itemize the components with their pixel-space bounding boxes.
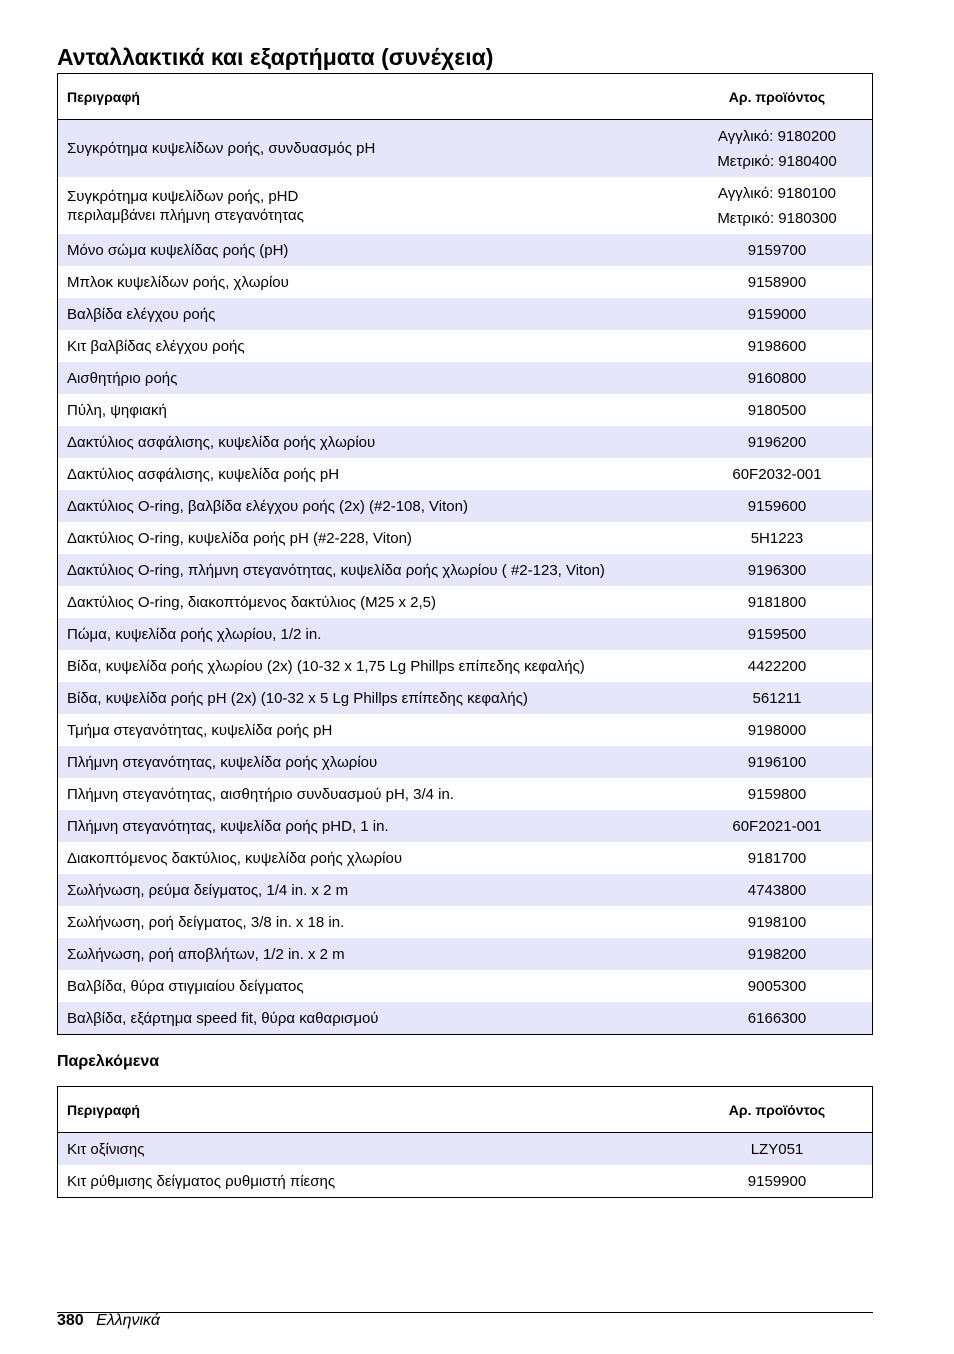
part-number bbox=[682, 554, 873, 586]
part-number bbox=[682, 650, 873, 682]
table-header-row bbox=[58, 1087, 873, 1133]
part-number bbox=[682, 458, 873, 490]
part-number-line: 561211 bbox=[752, 689, 802, 707]
part-number-line: 9181700 bbox=[747, 849, 807, 867]
column-header-description: Περιγραφή bbox=[58, 74, 683, 120]
part-number-line: 4743800 bbox=[747, 881, 807, 899]
part-number bbox=[682, 906, 873, 938]
part-number-line: 9180500 bbox=[747, 401, 807, 419]
part-number bbox=[682, 266, 873, 298]
part-number bbox=[682, 842, 873, 874]
part-description bbox=[58, 426, 683, 458]
part-number bbox=[682, 618, 873, 650]
part-description bbox=[58, 177, 683, 234]
part-description-line: Βαλβίδα, θύρα στιγμιαίου δείγματος bbox=[67, 977, 304, 995]
part-number bbox=[682, 1165, 873, 1198]
table-row bbox=[58, 810, 873, 842]
table-row bbox=[58, 1165, 873, 1198]
part-number-line: 9196200 bbox=[747, 433, 807, 451]
part-description bbox=[58, 970, 683, 1002]
column-header-part-number: Αρ. προϊόντος bbox=[682, 1087, 873, 1133]
part-description-line: Δακτύλιος O-ring, πλήμνη στεγανότητας, κυψελίδα ροής χλωρίου ( #2-123, Viton) bbox=[67, 561, 605, 579]
footer-divider bbox=[57, 1312, 873, 1313]
part-description bbox=[58, 522, 683, 554]
part-number-line: 9159800 bbox=[747, 785, 807, 803]
part-description-line: Πύλη, ψηφιακή bbox=[67, 401, 167, 419]
part-description bbox=[58, 490, 683, 522]
part-number bbox=[682, 1133, 873, 1166]
part-description-line: Δακτύλιος O-ring, κυψελίδα ροής pH (#2-228, Viton) bbox=[67, 529, 412, 547]
part-description bbox=[58, 1165, 683, 1198]
part-description-line: Πλήμνη στεγανότητας, κυψελίδα ροής pHD, 1 in. bbox=[67, 817, 389, 835]
part-description bbox=[58, 778, 683, 810]
part-number-line: 9158900 bbox=[747, 273, 807, 291]
table-row bbox=[58, 746, 873, 778]
part-number bbox=[682, 874, 873, 906]
accessories-table bbox=[57, 1086, 873, 1198]
table-row bbox=[58, 554, 873, 586]
part-number-line: 6166300 bbox=[747, 1009, 807, 1027]
table-row bbox=[58, 970, 873, 1002]
part-description bbox=[58, 682, 683, 714]
table-row bbox=[58, 266, 873, 298]
part-number-line: 60F2021-001 bbox=[732, 817, 822, 835]
part-number-line: 9196300 bbox=[747, 561, 807, 579]
part-description-line: Δακτύλιος ασφάλισης, κυψελίδα ροής χλωρίου bbox=[67, 433, 376, 451]
part-number bbox=[682, 426, 873, 458]
part-description-line: Μόνο σώμα κυψελίδας ροής (pH) bbox=[67, 241, 289, 259]
part-description bbox=[58, 842, 683, 874]
table-header-row bbox=[58, 74, 873, 120]
part-description bbox=[58, 714, 683, 746]
part-number-line: 9196100 bbox=[747, 753, 807, 771]
part-description bbox=[58, 810, 683, 842]
table-row bbox=[58, 394, 873, 426]
table-row bbox=[58, 426, 873, 458]
part-description bbox=[58, 618, 683, 650]
part-number bbox=[682, 120, 873, 178]
part-number-line: Μετρικό: 9180300 bbox=[717, 209, 837, 227]
part-description-line: Τμήμα στεγανότητας, κυψελίδα ροής pH bbox=[67, 721, 333, 739]
part-number-line: 60F2032-001 bbox=[732, 465, 822, 483]
part-description-line: Κιτ οξίνισης bbox=[67, 1140, 145, 1158]
table-row bbox=[58, 906, 873, 938]
part-number-line: 4422200 bbox=[747, 657, 807, 675]
table-row bbox=[58, 362, 873, 394]
part-number bbox=[682, 746, 873, 778]
table-row bbox=[58, 298, 873, 330]
page-title: Ανταλλακτικά και εξαρτήματα (συνέχεια) bbox=[57, 44, 494, 70]
part-description-line: Βαλβίδα ελέγχου ροής bbox=[67, 305, 216, 323]
part-description-line: Βαλβίδα, εξάρτημα speed fit, θύρα καθαρισμού bbox=[67, 1009, 379, 1027]
accessories-table-body bbox=[58, 1133, 873, 1198]
part-number-line: 9198600 bbox=[747, 337, 807, 355]
part-number bbox=[682, 490, 873, 522]
part-description-line: Κιτ ρύθμισης δείγματος ρυθμιστή πίεσης bbox=[67, 1172, 336, 1190]
part-number-line: 9198200 bbox=[747, 945, 807, 963]
part-description bbox=[58, 458, 683, 490]
part-number bbox=[682, 234, 873, 266]
part-number bbox=[682, 810, 873, 842]
part-description-line: Βίδα, κυψελίδα ροής χλωρίου (2x) (10-32 x 1,75 Lg Phillps επίπεδης κεφαλής) bbox=[67, 657, 585, 675]
table-row bbox=[58, 490, 873, 522]
part-number bbox=[682, 970, 873, 1002]
part-description-line: Πώμα, κυψελίδα ροής χλωρίου, 1/2 in. bbox=[67, 625, 322, 643]
part-description-line: Συγκρότημα κυψελίδων ροής, pHD bbox=[67, 187, 299, 205]
table-row bbox=[58, 778, 873, 810]
part-number bbox=[682, 682, 873, 714]
part-description-line: Σωλήνωση, ροή δείγματος, 3/8 in. x 18 in. bbox=[67, 913, 345, 931]
spare-parts-table-body bbox=[58, 120, 873, 1035]
part-description bbox=[58, 650, 683, 682]
part-description-line: Διακοπτόμενος δακτύλιος, κυψελίδα ροής χλωρίου bbox=[67, 849, 403, 867]
part-number-line: Αγγλικό: 9180100 bbox=[718, 184, 836, 202]
table-row bbox=[58, 522, 873, 554]
part-description-line: Πλήμνη στεγανότητας, αισθητήριο συνδυασμού pH, 3/4 in. bbox=[67, 785, 454, 803]
table-row bbox=[58, 458, 873, 490]
table-row bbox=[58, 120, 873, 178]
part-number-line: 9159000 bbox=[747, 305, 807, 323]
part-description bbox=[58, 298, 683, 330]
footer-language: Ελληνικά bbox=[96, 1312, 160, 1329]
part-description bbox=[58, 394, 683, 426]
part-number bbox=[682, 362, 873, 394]
part-description bbox=[58, 554, 683, 586]
part-number-line: 9181800 bbox=[747, 593, 807, 611]
part-number bbox=[682, 394, 873, 426]
table-row bbox=[58, 874, 873, 906]
spare-parts-table bbox=[57, 73, 873, 1035]
part-description-line: Κιτ βαλβίδας ελέγχου ροής bbox=[67, 337, 245, 355]
table-row bbox=[58, 682, 873, 714]
part-description-line: Βίδα, κυψελίδα ροής pH (2x) (10-32 x 5 Lg Phillps επίπεδης κεφαλής) bbox=[67, 689, 528, 707]
part-number-line: 9159600 bbox=[747, 497, 807, 515]
part-number bbox=[682, 586, 873, 618]
table-row bbox=[58, 938, 873, 970]
part-description bbox=[58, 938, 683, 970]
part-number-line: Μετρικό: 9180400 bbox=[717, 152, 837, 170]
part-description-line: Πλήμνη στεγανότητας, κυψελίδα ροής χλωρίου bbox=[67, 753, 378, 771]
table-row bbox=[58, 177, 873, 234]
page-footer bbox=[57, 1312, 160, 1330]
part-number bbox=[682, 330, 873, 362]
part-description-line: Δακτύλιος O-ring, διακοπτόμενος δακτύλιος (M25 x 2,5) bbox=[67, 593, 436, 611]
part-number bbox=[682, 298, 873, 330]
part-number bbox=[682, 177, 873, 234]
part-number-line: 9160800 bbox=[747, 369, 807, 387]
part-number bbox=[682, 778, 873, 810]
part-description-line: περιλαμβάνει πλήμνη στεγανότητας bbox=[67, 206, 304, 224]
table-row bbox=[58, 618, 873, 650]
column-header-part-number: Αρ. προϊόντος bbox=[682, 74, 873, 120]
part-description bbox=[58, 1133, 683, 1166]
page-number: 380 bbox=[57, 1312, 84, 1329]
table-row bbox=[58, 1002, 873, 1035]
part-description-line: Αισθητήριο ροής bbox=[67, 369, 178, 387]
part-description bbox=[58, 586, 683, 618]
part-number-line: LZY051 bbox=[750, 1140, 804, 1158]
part-description-line: Σωλήνωση, ρεύμα δείγματος, 1/4 in. x 2 m bbox=[67, 881, 349, 899]
part-number-line: 9159500 bbox=[747, 625, 807, 643]
part-description-line: Σωλήνωση, ροή αποβλήτων, 1/2 in. x 2 m bbox=[67, 945, 345, 963]
part-description-line: Μπλοκ κυψελίδων ροής, χλωρίου bbox=[67, 273, 289, 291]
table-row bbox=[58, 330, 873, 362]
part-number-line: 9198000 bbox=[747, 721, 807, 739]
part-number bbox=[682, 938, 873, 970]
table-row bbox=[58, 842, 873, 874]
part-number bbox=[682, 714, 873, 746]
part-number bbox=[682, 1002, 873, 1035]
part-number-line: 9198100 bbox=[747, 913, 807, 931]
part-number-line: 9005300 bbox=[747, 977, 807, 995]
column-header-description: Περιγραφή bbox=[58, 1087, 683, 1133]
accessories-heading: Παρελκόμενα bbox=[57, 1053, 160, 1070]
part-description bbox=[58, 266, 683, 298]
part-description-line: Δακτύλιος O-ring, βαλβίδα ελέγχου ροής (2x) (#2-108, Viton) bbox=[67, 497, 468, 515]
table-row bbox=[58, 650, 873, 682]
table-row bbox=[58, 234, 873, 266]
part-number-line: 9159700 bbox=[747, 241, 807, 259]
part-description bbox=[58, 330, 683, 362]
part-description bbox=[58, 234, 683, 266]
part-number-line: Αγγλικό: 9180200 bbox=[718, 127, 836, 145]
part-description bbox=[58, 906, 683, 938]
part-description bbox=[58, 874, 683, 906]
part-description-line: Δακτύλιος ασφάλισης, κυψελίδα ροής pH bbox=[67, 465, 340, 483]
part-description bbox=[58, 120, 683, 178]
part-description bbox=[58, 1002, 683, 1035]
part-description bbox=[58, 362, 683, 394]
part-number bbox=[682, 522, 873, 554]
part-number-line: 9159900 bbox=[747, 1172, 807, 1190]
table-row bbox=[58, 586, 873, 618]
part-number-line: 5H1223 bbox=[750, 529, 804, 547]
part-description bbox=[58, 746, 683, 778]
table-row bbox=[58, 714, 873, 746]
part-description-line: Συγκρότημα κυψελίδων ροής, συνδυασμός pH bbox=[67, 140, 376, 157]
table-row bbox=[58, 1133, 873, 1166]
